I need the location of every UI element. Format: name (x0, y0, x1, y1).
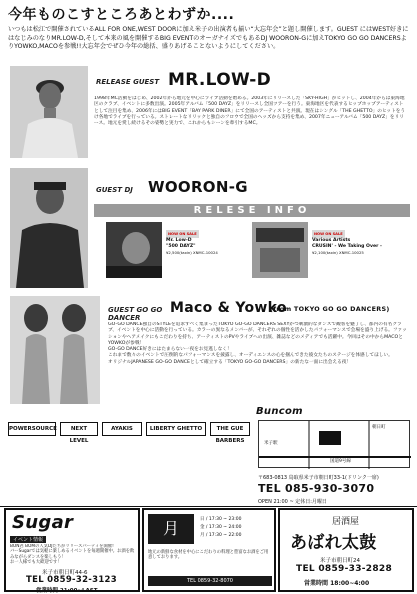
release2-info (312, 230, 408, 256)
izakaya-hours: 営業時間 18:00~4:00 (304, 580, 370, 587)
center-hours-3: 月 / 17:30 ~ 22:00 (200, 533, 242, 538)
venue-logo: Buncom (256, 406, 303, 417)
map-label-route9: 国道9号線 (330, 459, 351, 464)
release1-badge: NOW ON SALE (168, 232, 197, 236)
sponsor-logo-next-level: NEXT LEVEL (60, 422, 98, 436)
sponsor-logo-powersource: POWERSOURCE (8, 422, 56, 436)
release-info-banner: RELESE INFO (94, 204, 410, 217)
wooron-g-guest-label: GUEST DJ (96, 186, 133, 194)
sponsor-logo-ayakis: AYAKIS (102, 422, 142, 436)
map-label-asahi: 朝日町 (372, 425, 386, 430)
center-logo: 月 (148, 514, 194, 544)
izakaya-tel: TEL 0859-33-2828 (296, 564, 393, 574)
release1-artist: Mr. Low-D (166, 238, 192, 243)
release2-artist: Various Artists (312, 238, 351, 243)
izakaya-label: 居酒屋 (332, 517, 360, 527)
izakaya-ad (278, 508, 414, 592)
venue-open: OPEN 21:00 ~ 定休日:月曜日 (258, 499, 327, 505)
sugar-body: BON君 BOMの人気DJたちがリリースパーティを開催! バーSugarでは気軽に楽しめるイベントを毎週開催中。お酒を飲みながらダンスを楽しもう！ お一人様でも大歓迎です！ (10, 544, 135, 566)
dancers-name: Maco & Yowko (170, 300, 287, 316)
wooron-g-name: WOORON-G (148, 178, 248, 196)
map-label-station: 米子駅 (264, 441, 278, 446)
intro-text: いつもは松江で開催されているALL FOR ONE,WEST DOORに加え米子の出演者も揃い“大忘年会”と題し開催します。GUEST にはWEST好きにはなじみのなりMR.LOW-D,そして本来の風を開催するBIG EVENTのオーガナイズでもあるDJ WOORON-Gに加えTOKYO GO GO DANCERSよりYOWKO,MACOを参戦!!大忘年会でぜひ今年の総括、盛りあげることないようにしてください。 (8, 26, 409, 50)
dancers-guest-label: GUEST GO GO DANCER (108, 306, 163, 322)
headline: 今年ものこすところあとわずか.... (8, 7, 235, 23)
sponsor-logo-gue-barbers: THE GUE BARBERS (210, 422, 250, 436)
sugar-ad (4, 508, 140, 592)
dancers-bio: GO-GO DANCE独自のSTYLEを追求すべく集まったTOKYO GO-GO DANCERS SEXYかつ刺激的なダンスで観客を魅了し、都内の有名クラブ、イベントを中心に活動を行っている。カラーの異なるメンバーが、それぞれの個性を活かしたパフォーマンスで会場を盛り上げる。ファッションやヘアメイクにもこだわりを持ち、アーティストのPVやライブへの出演、雑誌などのメディアでも活躍中。今回はその中からMACOとYOWKOが参戦！ GO-GO DANCE好きにはたまらない一夜をお見逃しなく！ これまで数々のイベントで圧倒的なパフォーマンスを披露し、オーディエンスの心を掴んできた彼女たちのステージを体感してほしい。 オリジナルJAPANESE GO-GO DANCEとして確立する「TOKYO GO-GO DANCERS」の新たな一面に出会える夜！ (108, 322, 407, 365)
sugar-event-label: イベント情報 (10, 536, 46, 543)
center-ad (142, 508, 276, 592)
release1-price: ¥2,500(taxin) XNMC-10024 (166, 250, 218, 255)
venue-tel: TEL 085-930-3070 (258, 482, 375, 495)
mr-low-d-guest-label: RELEASE GUEST (96, 78, 160, 86)
center-hours-2: 金 / 17:30 ~ 24:00 (200, 525, 242, 530)
mr-low-d-bio: 1998年MC活動をはじめ、2002年から地元を中心にライブ活動を始める。2003年にリリースした「SKY-HIGH」がヒットし、2004年からは東海地区のクラブ、イベントに多数出演。2005年アルバム「500 DAYZ」をリリースし全国ツアーを行う。東海地区を代表するヒップホップアーティストとして注目を集め、2006年にはBIG EVENT「BAY PARK DINER」にて全国のアーティストと共演。現在はシングル「THE GHETTO」のヒットをうけ各地でライブを行っている。ストレートなリリックと独自のフロウで全国のヘッズから支持を集め、2007年ニューアルバム「500 DAYZ」をリリース。地元を愛し続けるその姿勢と実力で、これからもシーンを牽引するMC。 (94, 96, 406, 127)
center-hours-1: 日 / 17:30 ~ 23:00 (200, 517, 242, 522)
release2-badge: NOW ON SALE (314, 232, 343, 236)
release1-info (166, 230, 246, 256)
mr-low-d-name: MR.LOW-D (168, 70, 272, 90)
release2-price: ¥2,100(taxin) XNMC-10025 (312, 250, 364, 255)
dancers-sub: (from TOKYO GO GO DANCERS) (270, 305, 390, 313)
wooron-g-photo (10, 168, 88, 288)
sugar-tel: TEL 0859-32-3123 (26, 575, 117, 585)
sponsor-logo-liberty-ghetto: LIBERTY GHETTO (146, 422, 206, 436)
mr-low-d-photo (10, 66, 88, 158)
release1-title: "500 DAYZ" (166, 244, 196, 249)
sugar-address: 米子市朝日町44-6 (42, 570, 88, 576)
izakaya-address: 米子市朝日町24 (320, 558, 360, 564)
release2-cover (252, 222, 308, 278)
release2-title: CRUSIN' - We Taking Over - (312, 244, 382, 249)
release1-cover (106, 222, 162, 278)
venue-address: 〒683-0813 鳥取県米子市朝日町33-1(ドリンク一席) (258, 475, 379, 481)
center-body: 地元の新鮮な食材を中心にこだわりの料理と豊富なお酒をご用意しております。 (148, 550, 269, 561)
sugar-logo: Sugar (12, 512, 74, 533)
izakaya-name: あばれ太鼓 (290, 533, 377, 553)
bottom-separator (0, 506, 417, 507)
dancers-photo (10, 296, 100, 404)
sugar-hours: 営業時間 21:00~LAST (36, 588, 98, 594)
center-tel: TEL 0859-32-8070 (148, 576, 272, 586)
